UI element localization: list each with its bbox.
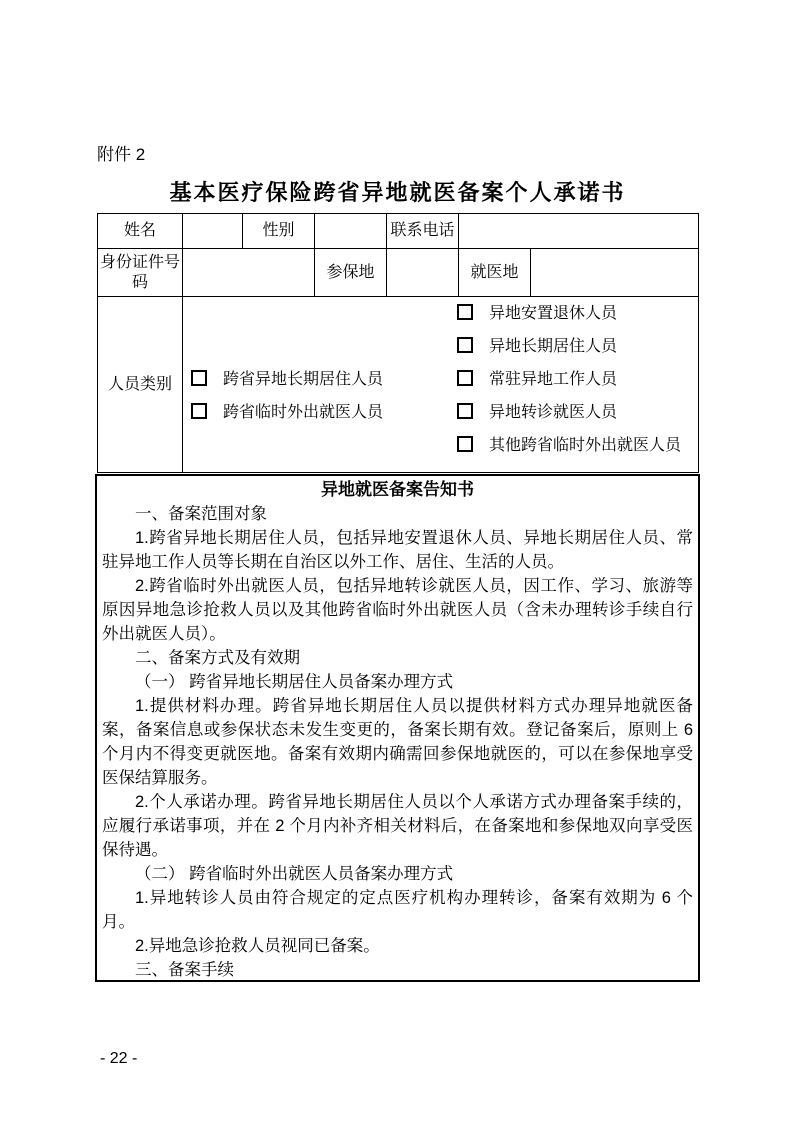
id-number-input-cell[interactable]	[183, 249, 315, 297]
notice-paragraph: （二） 跨省临时外出就医人员备案办理方式	[135, 865, 454, 883]
person-type-option-label: 常驻异地工作人员	[489, 371, 618, 388]
person-type-option-long-term-living[interactable]	[457, 328, 681, 361]
checkbox-unchecked-icon[interactable]	[457, 436, 473, 452]
id-number-label: 身份证件号码	[98, 249, 183, 297]
person-type-option-referral-patient[interactable]	[457, 394, 681, 427]
person-type-option-label: 异地长期居住人员	[489, 338, 618, 355]
person-type-option-retired-resettled[interactable]	[457, 297, 681, 329]
name-input-cell[interactable]	[183, 214, 243, 249]
person-type-option-label: 跨省异地长期居住人员	[223, 371, 384, 388]
phone-input-cell[interactable]	[459, 214, 699, 249]
notice-paragraph: （一） 跨省异地长期居住人员备案办理方式	[135, 673, 454, 691]
checkbox-unchecked-icon[interactable]	[457, 403, 473, 419]
notice-paragraph: 2.个人承诺办理。跨省异地长期居住人员以个人承诺方式办理备案手续的，应履行承诺事项，并在 2 个月内补齐相关材料后，在备案地和参保地双向享受医保待遇。	[102, 793, 693, 859]
insured-place-input-cell[interactable]	[387, 249, 459, 297]
gender-input-cell[interactable]	[315, 214, 387, 249]
name-label: 姓名	[98, 214, 183, 249]
person-type-options-right-column	[457, 297, 681, 461]
gender-label: 性别	[243, 214, 315, 249]
person-type-option-label: 异地安置退休人员	[489, 305, 618, 322]
checkbox-unchecked-icon[interactable]	[191, 370, 207, 386]
treatment-place-input-cell[interactable]	[531, 249, 699, 297]
person-type-option-stationed-worker[interactable]	[457, 361, 681, 394]
person-type-options-left-column	[191, 361, 383, 427]
notice-paragraph: 三、备案手续	[135, 961, 234, 979]
attachment-label: 附件 2	[97, 145, 146, 164]
notice-paragraph: 1.跨省异地长期居住人员，包括异地安置退休人员、异地长期居住人员、常驻异地工作人员等长期在自治区以外工作、居住、生活的人员。	[102, 529, 693, 571]
checkbox-unchecked-icon[interactable]	[457, 337, 473, 353]
notice-title: 异地就医备案告知书	[321, 480, 474, 499]
person-type-option-label: 跨省临时外出就医人员	[223, 404, 384, 421]
page-title: 基本医疗保险跨省异地就医备案个人承诺书	[169, 180, 626, 205]
checkbox-unchecked-icon[interactable]	[457, 370, 473, 386]
person-type-option-label: 其他跨省临时外出就医人员	[489, 437, 682, 454]
notice-paragraph: 1.提供材料办理。跨省异地长期居住人员以提供材料方式办理异地就医备案，备案信息或参保状态未发生变更的，备案长期有效。登记备案后，原则上 6 个月内不得变更就医地。备案有效期内确需回参保地就医的，可以在参保地享受医保结算服务。	[102, 697, 693, 787]
checkbox-unchecked-icon[interactable]	[191, 403, 207, 419]
personal-info-table	[97, 213, 699, 473]
notice-paragraph: 1.异地转诊人员由符合规定的定点医疗机构办理转诊，备案有效期为 6 个月。	[102, 889, 693, 931]
person-type-label: 人员类别	[98, 297, 183, 473]
notice-paragraph: 一、备案范围对象	[135, 505, 267, 523]
person-type-option-temporary-outgoing[interactable]	[191, 394, 383, 427]
treatment-place-label: 就医地	[459, 249, 531, 297]
person-type-option-other-temporary[interactable]	[457, 427, 681, 460]
table-row	[98, 297, 699, 473]
notice-box	[95, 474, 700, 982]
notice-paragraph: 二、备案方式及有效期	[135, 649, 300, 667]
notice-paragraph: 2.异地急诊抢救人员视同已备案。	[135, 937, 380, 955]
person-type-option-long-term-resident[interactable]	[191, 361, 383, 394]
table-row	[98, 214, 699, 249]
checkbox-unchecked-icon[interactable]	[457, 304, 473, 320]
insured-place-label: 参保地	[315, 249, 387, 297]
phone-label: 联系电话	[387, 214, 459, 249]
page-number: - 22 -	[100, 1050, 138, 1067]
person-type-options-cell	[183, 297, 699, 473]
notice-paragraph: 2.跨省临时外出就医人员，包括异地转诊就医人员，因工作、学习、旅游等原因异地急诊抢救人员以及其他跨省临时外出就医人员（含未办理转诊手续自行外出就医人员）。	[102, 577, 693, 643]
person-type-option-label: 异地转诊就医人员	[489, 404, 618, 421]
table-row	[98, 249, 699, 297]
